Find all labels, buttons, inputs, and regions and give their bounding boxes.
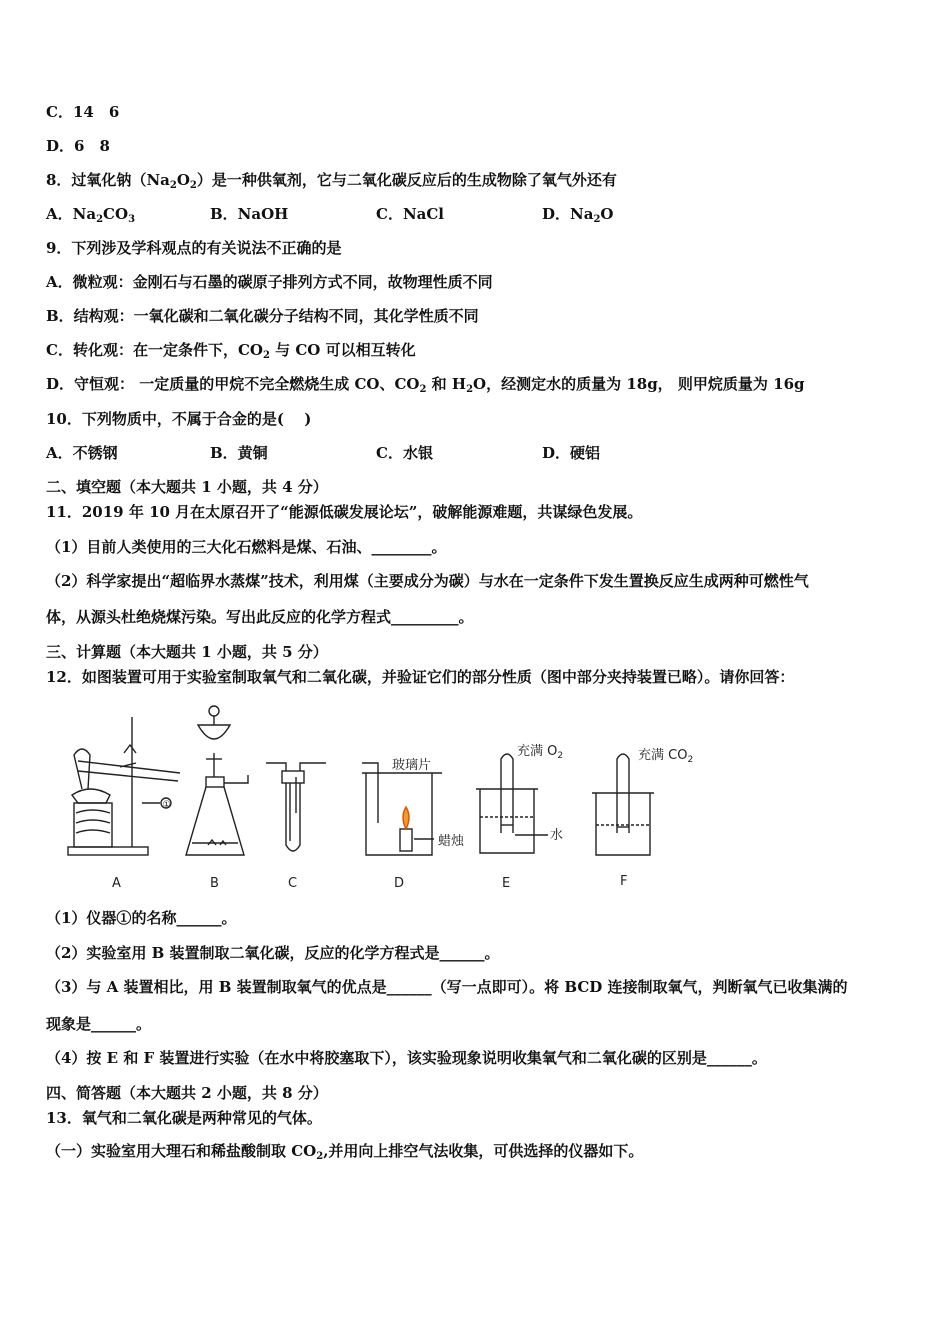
apparatus-a (68, 717, 180, 891)
q8-stem: 8．过氧化钠$(Na_2O_2)$是一种供氧剂，它与二氧化碳反应后的生成物除了氧气外还有 (46, 171, 617, 191)
fig-glass-label: 玻璃片 (392, 758, 432, 773)
q7-option-c: C．14 6 (46, 103, 120, 121)
q10-option-b: B．黄铜 (210, 444, 268, 462)
q13-stem: 13．氧气和二氧化碳是两种常见的气体。 (46, 1109, 322, 1127)
q7-option-d: D．6 8 (46, 137, 110, 155)
fig-label-c: C (288, 876, 298, 891)
apparatus-b (186, 706, 248, 891)
fig-circle-one: ① (162, 800, 171, 810)
section-heading-short-answer: 四、简答题（本大题共 2 小题，共 8 分） (46, 1084, 328, 1102)
q12-stem: 12．如图装置可用于实验室制取氧气和二氧化碳，并验证它们的部分性质（图中部分夹持装置已略）。请你回答： (46, 668, 795, 686)
q12-part-3-line-2: 现象是______。 (46, 1015, 152, 1033)
q9-option-c: C．转化观：在一定条件下，$CO_2$ 与 CO 可以相互转化 (46, 341, 416, 361)
fig-water-label: 水 (550, 828, 564, 843)
q11-part-2-line-1: （2）科学家提出“超临界水蒸煤”技术，利用煤（主要成分为碳）与水在一定条件下发生置换反应生成两种可燃性气 (46, 572, 809, 590)
fig-candle-label: 蜡烛 (438, 834, 465, 849)
q10-option-a: A．不锈钢 (46, 444, 118, 462)
apparatus-figure (60, 695, 720, 895)
section-heading-fill-in: 二、填空题（本大题共 1 小题，共 4 分） (46, 478, 328, 496)
q9-option-d: D．守恒观： 一定质量的甲烷不完全燃烧生成 CO、$CO_2$ 和 $H_2O$，经测定水的质量为 18g， 则甲烷质量为 16g (46, 375, 805, 395)
section-heading-calculation: 三、计算题（本大题共 1 小题，共 5 分） (46, 643, 328, 661)
q11-part-1: （1）目前人类使用的三大化石燃料是煤、石油、________。 (46, 538, 447, 556)
q12-part-2: （2）实验室用 B 装置制取二氧化碳，反应的化学方程式是______。 (46, 944, 500, 962)
q8-option-d: D．$Na_2O$ (542, 205, 614, 225)
fig-label-b: B (210, 876, 219, 891)
fig-label-d: D (394, 876, 405, 891)
q11-part-2-line-2: 体，从源头杜绝烧煤污染。写出此反应的化学方程式_________。 (46, 608, 474, 626)
fig-label-e: E (502, 876, 511, 891)
q9-stem: 9．下列涉及学科观点的有关说法不正确的是 (46, 239, 342, 257)
fig-full-o2-label: 充满 $O_2$ (517, 744, 564, 761)
q10-option-c: C．水银 (376, 444, 433, 462)
q9-option-a: A．微粒观：金刚石与石墨的碳原子排列方式不同，故物理性质不同 (46, 273, 493, 291)
q8-options (46, 204, 614, 224)
q10-stem: 10．下列物质中，不属于合金的是( ) (46, 410, 312, 428)
q10-option-d: D．硬铝 (542, 444, 601, 462)
q10-options (46, 443, 600, 463)
q11-stem: 11．2019 年 10 月在太原召开了“能源低碳发展论坛”，破解能源难题，共谋绿色发展。 (46, 503, 643, 521)
fig-label-f: F (620, 874, 628, 889)
apparatus-e (476, 743, 563, 891)
apparatus-c (266, 763, 326, 891)
q9-option-b: B．结构观：一氧化碳和二氧化碳分子结构不同，其化学性质不同 (46, 307, 479, 325)
fig-full-co2-label: 充满 $CO_2$ (638, 748, 694, 765)
apparatus-f (592, 747, 693, 889)
q13-part-1: （一）实验室用大理石和稀盐酸制取 $CO_2$,并用向上排空气法收集，可供选择的仪器如下。 (46, 1142, 644, 1162)
q12-part-3-line-1: （3）与 A 装置相比，用 B 装置制取氧气的优点是______（写一点即可）。将 BCD 连接制取氧气，判断氧气已收集满的 (46, 978, 848, 996)
q12-part-4: （4）按 E 和 F 装置进行实验（在水中将胶塞取下），该实验现象说明收集氧气和二氧化碳的区别是______。 (46, 1049, 767, 1067)
apparatus-d (362, 757, 465, 891)
q8-option-a: A．$Na_2CO_3$ (46, 205, 136, 225)
fig-label-a: A (112, 876, 121, 891)
q8-option-c: C．NaCl (376, 205, 445, 223)
q12-part-1: （1）仪器①的名称______。 (46, 909, 237, 927)
q8-option-b: B．NaOH (210, 205, 289, 223)
